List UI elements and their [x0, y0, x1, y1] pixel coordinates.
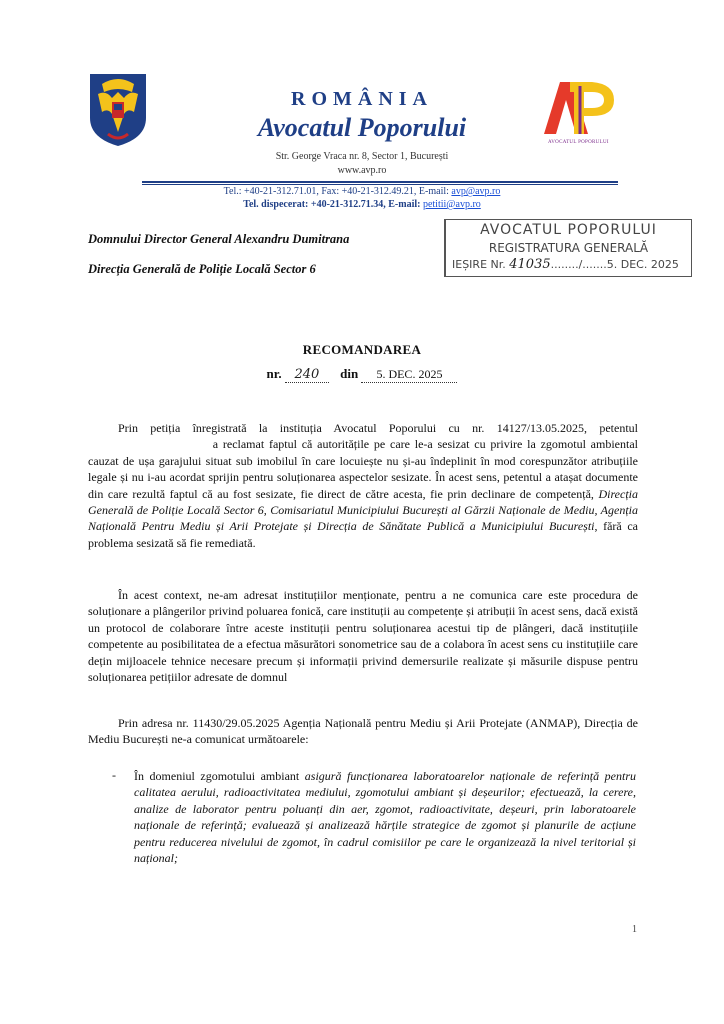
- bullet1-text-b: asigură funcționarea laboratoarelor naționale de referință pentru calitatea aerului, radioactivitatea mediului, zgomotului ambiant și deșeurilor; efectuează, la cerere, analize de laborator pentru poluanți din aer, zgomot, radioactivitate, deșeuri, prin laboratoarele naționale de referință; evaluează și analizează hărțile strategice de zgomot și planurile de acțiune pentru reducerea nivelului de zgomot, în cadrul comisiilor pe care le organizează la nivel teritorial și național;: [134, 769, 637, 866]
- paragraph-1: [88, 420, 638, 551]
- stamp-subtitle: REGISTRATURA GENERALĂ: [488, 241, 649, 255]
- contact-dispatcher-text: Tel. dispecerat: +40-21-312.71.34, E-mail:: [243, 199, 423, 210]
- contact-line-dispatcher: [0, 199, 724, 210]
- din-label: din: [340, 366, 359, 381]
- p1-text-d: , fără ca problema sesizată să fie remediată.: [88, 519, 639, 550]
- p1-text-a: Prin petiția înregistrată la instituția Avocatul Poporului cu nr. 14127/13.05.2025, petentul: [118, 421, 638, 435]
- p1-text-b: a reclamat faptul că autoritățile pe care le-a sesizat cu privire la zgomotul ambiental cauzat de ușa garajului situat sub imobilul în care locuiește nu și-au îndeplinit în mod corespunzător atribuțiile legale și nu i-au acordat sprijin pentru soluționarea aspectelor sesizate. În acest sens, petentul a atașat documente din care rezultă faptul că au fost sesizate, fie direct de către acesta, fie prin declinare de competență,: [88, 437, 638, 501]
- page-number: 1: [632, 924, 637, 935]
- document-title: RECOMANDAREA: [302, 342, 422, 357]
- country-heading: ROMÂNIA: [291, 88, 433, 110]
- institution-name: Avocatul Poporului: [257, 113, 467, 142]
- petitions-email-link[interactable]: petitii@avp.ro: [422, 199, 481, 210]
- bullet-item-1: [134, 768, 636, 866]
- bullet1-text-a: În domeniul zgomotului ambiant: [134, 769, 305, 783]
- contact-line-phone: [0, 186, 724, 197]
- nr-label: nr.: [266, 366, 282, 381]
- paragraph-2: [88, 587, 638, 685]
- header-divider: [142, 181, 618, 183]
- institution-address: Str. George Vraca nr. 8, Sector 1, București: [275, 151, 449, 162]
- recipient-institution: Direcția Generală de Poliție Locală Sector 6: [88, 262, 316, 276]
- logo-caption: AVOCATUL POPORULUI: [548, 140, 609, 145]
- document-date: 5. DEC. 2025: [361, 367, 457, 383]
- stamp-exit-label: IEȘIRE Nr.: [452, 258, 510, 271]
- stamp-date: 5. DEC. 2025: [606, 258, 679, 271]
- p1-institutions: Direcția Generală de Poliție Locală Sector 6, Comisariatul Municipiului București al Gărzii Naționale de Mediu, Agenția Națională Pentru Mediu și Arii Protejate și Direcția de Sănătate Publică a Municipiului București: [88, 486, 638, 534]
- header-divider-thin: [142, 184, 618, 185]
- paragraph-3: [88, 715, 638, 748]
- stamp-title: AVOCATUL POPORULUI: [480, 222, 657, 238]
- stamp-exit-line: [452, 257, 679, 272]
- p2-text: În acest context, ne-am adresat instituțiilor menționate, pentru a ne comunica care este procedura de soluționare a plângerilor privind poluarea fonică, care instituții au competențe și atribuții în acest sens, dacă există un protocol de colaborare între aceste instituții pentru soluționarea acestui tip de plângeri, dacă instituțiile competente au posibilitatea de a efectua măsurători sonometrice sau de a colabora în acest sens cu instituțiile care dețin mijloacele tehnice necesare precum și informații privind demersurile realizate și măsurile dispuse pentru soluționarea petițiilor adresate de domnul: [88, 588, 638, 685]
- p3-text: Prin adresa nr. 11430/29.05.2025 Agenția Națională pentru Mediu și Arii Protejate (ANMAP), Direcția de Mediu București ne-a comunicat următoarele:: [88, 716, 638, 747]
- institution-website: www.avp.ro: [337, 165, 387, 176]
- contact-phone-text: Tel.: +40-21-312.71.01, Fax: +40-21-312.49.21, E-mail:: [223, 186, 452, 197]
- bullet-dash: -: [112, 768, 116, 782]
- recipient-name: Domnului Director General Alexandru Dumitrana: [88, 232, 350, 246]
- document-number: 240: [285, 367, 329, 383]
- registry-stamp: [444, 219, 692, 277]
- contact-email-link[interactable]: avp@avp.ro: [451, 186, 501, 197]
- document-number-line: [0, 366, 724, 383]
- stamp-separator: ......../.......: [550, 258, 607, 271]
- stamp-exit-number: 41035: [509, 257, 551, 272]
